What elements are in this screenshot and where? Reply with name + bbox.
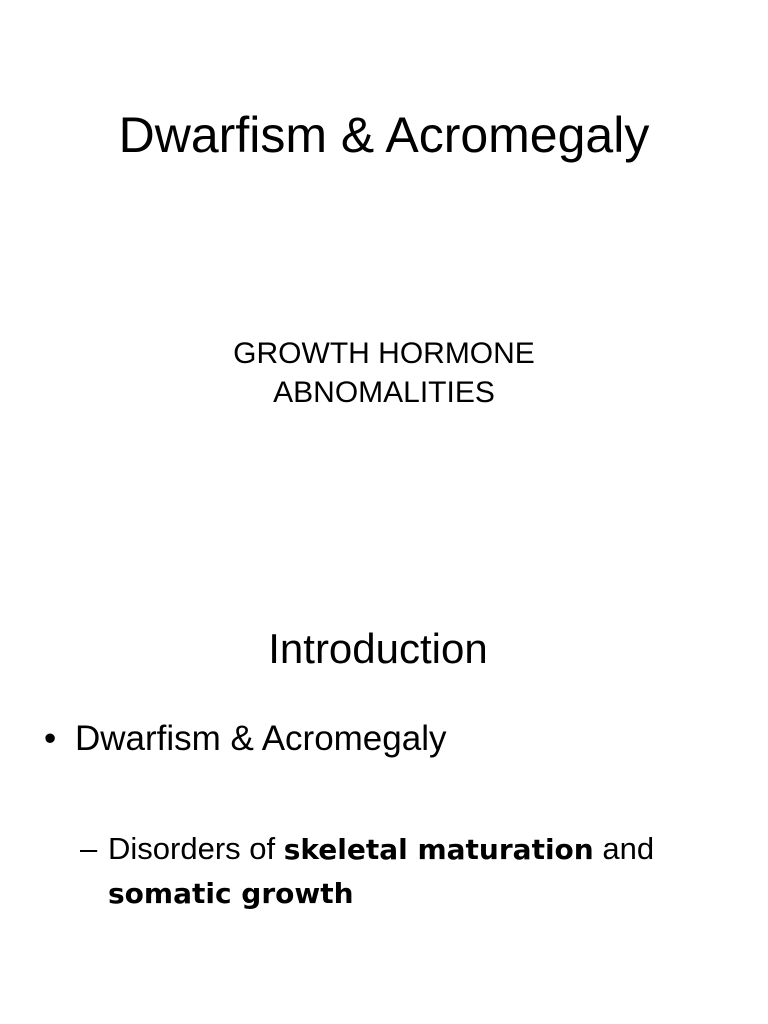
subtitle-line-2: ABNOMALITIES xyxy=(273,376,495,409)
slide-heading: Introduction xyxy=(268,625,488,672)
sub-text-part-1: Disorders of xyxy=(108,831,284,866)
sub-bullet-text xyxy=(80,827,720,915)
bullet-item xyxy=(44,718,446,760)
slide-subtitle xyxy=(0,334,768,412)
sub-bullet-marker: – xyxy=(80,831,98,866)
slide-introduction xyxy=(0,512,768,1024)
bullet-text: Dwarfism & Acromegaly xyxy=(75,719,447,758)
sub-text-bold-2: somatic growth xyxy=(108,877,354,910)
subtitle-line-1: GROWTH HORMONE xyxy=(233,337,535,370)
sub-text-bold-1: skeletal maturation xyxy=(283,833,594,866)
sub-text-part-2: and xyxy=(593,831,655,866)
slide-title-text: Dwarfism & Acromegaly xyxy=(118,107,650,163)
bullet-marker: • xyxy=(44,719,57,758)
sub-bullet-item xyxy=(80,827,720,915)
